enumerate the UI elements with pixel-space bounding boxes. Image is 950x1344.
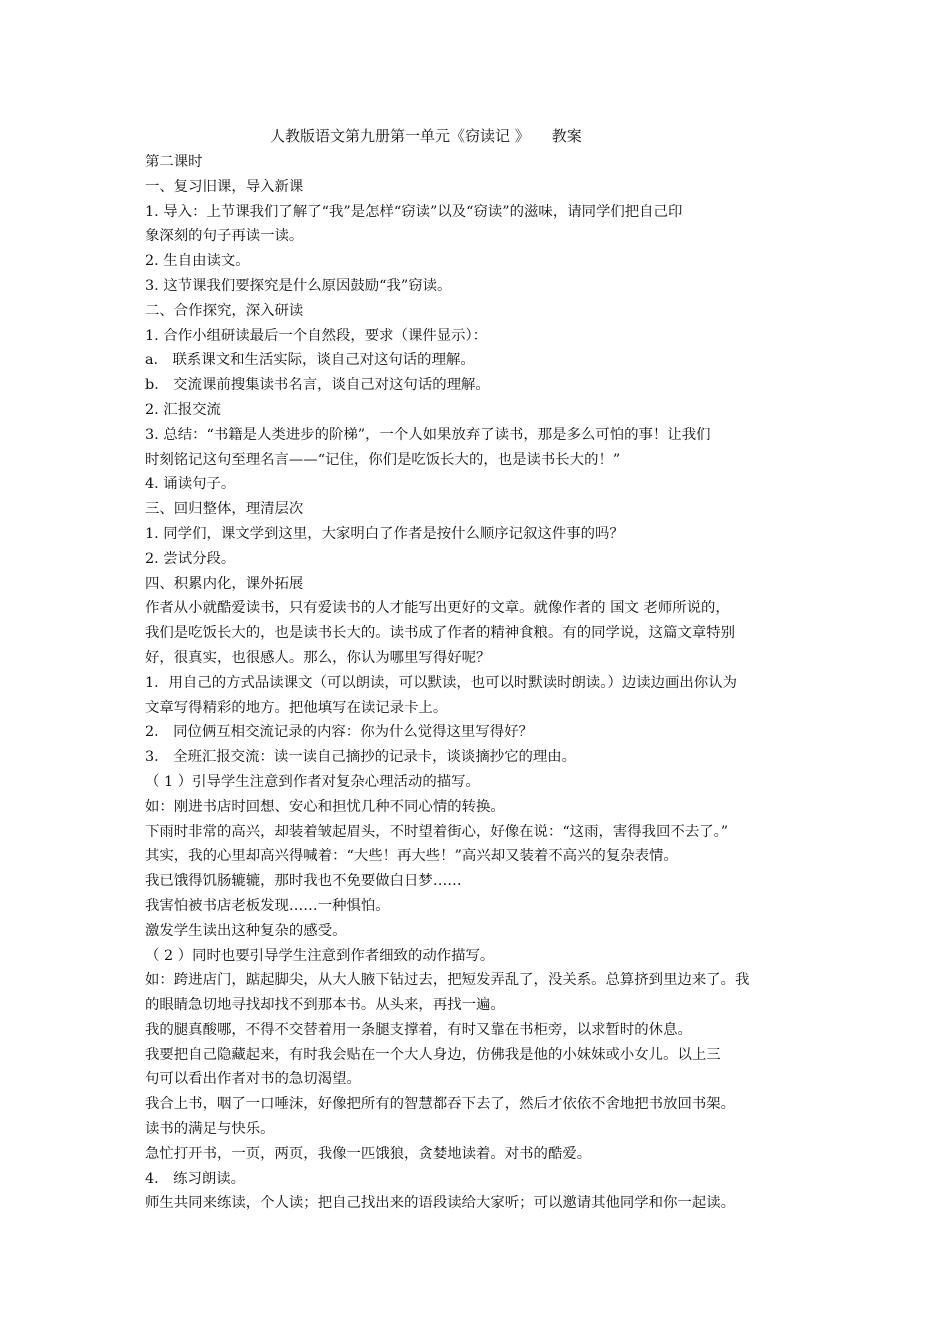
paragraph-line: 1. 合作小组研读最后一个自然段，要求（课件显示）： xyxy=(145,327,488,344)
paragraph-line: 我的腿真酸哪，不得不交替着用一条腿支撑着，有时又靠在书柜旁，以求暂时的休息。 xyxy=(145,1021,692,1038)
document-title xyxy=(270,126,690,146)
paragraph-line: 我要把自己隐藏起来，有时我会贴在一个大人身边，仿佛我是他的小妹妹或小女儿。以上三 xyxy=(145,1046,721,1063)
paragraph-line: 我已饿得饥肠辘辘，那时我也不免要做白日梦…… xyxy=(145,873,462,890)
paragraph-line: 其实，我的心里却高兴得喊着：“大些！再大些！”高兴却又装着不高兴的复杂表情。 xyxy=(145,848,678,865)
section-heading: 一、复习旧课，导入新课 xyxy=(145,178,304,195)
paragraph-line: 2. 尝试分段。 xyxy=(145,550,236,567)
paragraph-line: 激发学生读出这种复杂的感受。 xyxy=(145,922,347,939)
paragraph-line: 象深刻的句子再读一读。 xyxy=(145,228,304,245)
paragraph-line: 3. 总结：“书籍是人类进步的阶梯”，一个人如果放弃了读书，那是多么可怕的事！让我们 xyxy=(145,426,711,443)
paragraph-line: 4. 诵读句子。 xyxy=(145,476,236,493)
paragraph-line: （ 2 ）同时也要引导学生注意到作者细致的动作描写。 xyxy=(145,947,495,964)
document-body xyxy=(145,150,810,1216)
paragraph-line: 4． 练习朗读。 xyxy=(145,1170,246,1187)
section-heading: 第二课时 xyxy=(145,154,203,170)
paragraph-line: 好，很真实，也很感人。那么，你认为哪里写得好呢？ xyxy=(145,649,491,666)
title-suffix: 教案 xyxy=(551,127,582,145)
paragraph-line: 1．用自己的方式品读课文（可以朗读，可以默读，也可以时默读时朗读。）边读边画出你认为 xyxy=(145,674,737,691)
paragraph-line: 的眼睛急切地寻找却找不到那本书。从头来，再找一遍。 xyxy=(145,997,505,1014)
paragraph-line: 如：刚进书店时回想、安心和担忧几种不同心情的转换。 xyxy=(145,798,505,815)
paragraph-line: 我们是吃饭长大的，也是读书长大的。读书成了作者的精神食粮。有的同学说，这篇文章特别 xyxy=(145,625,736,642)
title-text: 人教版语文第九册第一单元《窃读记 》 xyxy=(270,127,530,145)
paragraph-line: 2． 同位俩互相交流记录的内容：你为什么觉得这里写得好？ xyxy=(145,724,533,741)
section-heading: 三、回归整体，理清层次 xyxy=(145,501,304,518)
paragraph-line: 急忙打开书，一页，两页，我像一匹饿狼，贪婪地读着。对书的酷爱。 xyxy=(145,1145,592,1162)
paragraph-line: 下雨时非常的高兴，却装着皱起眉头，不时望着街心，好像在说：“这雨，害得我回不去了。” xyxy=(145,823,729,840)
paragraph-line: 1. 导入：上节课我们了解了“我”是怎样“窃读”以及“窃读”的滋味，请同学们把自己印 xyxy=(145,203,683,220)
paragraph-line: a． 联系课文和生活实际，谈自己对这句话的理解。 xyxy=(145,352,475,369)
paragraph-line: 如：跨进店门，踮起脚尖，从大人腋下钻过去，把短发弄乱了，没关系。总算挤到里边来了。我 xyxy=(145,972,750,989)
paragraph-line: 师生共同来练读，个人读；把自己找出来的语段读给大家听；可以邀请其他同学和你一起读。 xyxy=(145,1195,736,1212)
section-heading: 四、积累内化，课外拓展 xyxy=(145,575,304,592)
paragraph-line: 我合上书，咽了一口唾沫，好像把所有的智慧都吞下去了，然后才依依不舍地把书放回书架。 xyxy=(145,1096,736,1113)
paragraph-line: 作者从小就酷爱读书，只有爱读书的人才能写出更好的文章。就像作者的 国文 老师所说的， xyxy=(145,600,730,617)
paragraph-line: 2. 生自由读文。 xyxy=(145,253,250,270)
paragraph-line: 2. 汇报交流 xyxy=(145,401,221,418)
paragraph-line: b． 交流课前搜集读书名言，谈自己对这句话的理解。 xyxy=(145,377,490,394)
paragraph-line: 3. 这节课我们要探究是什么原因鼓励“我”窃读。 xyxy=(145,277,452,294)
paragraph-line: （ 1 ）引导学生注意到作者对复杂心理活动的描写。 xyxy=(145,773,480,790)
paragraph-line: 时刻铭记这句至理名言——“记住，你们是吃饭长大的，也是读书长大的！” xyxy=(145,451,621,468)
paragraph-line: 文章写得精彩的地方。把他填写在读记录卡上。 xyxy=(145,699,448,716)
paragraph-line: 句可以看出作者对书的急切渴望。 xyxy=(145,1071,361,1088)
paragraph-line: 我害怕被书店老板发现……一种惧怕。 xyxy=(145,897,390,914)
section-heading: 二、合作探究，深入研读 xyxy=(145,302,304,319)
paragraph-line: 读书的满足与快乐。 xyxy=(145,1121,275,1138)
paragraph-line: 1. 同学们，课文学到这里，大家明白了作者是按什么顺序记叙这件事的吗？ xyxy=(145,525,624,542)
paragraph-line: 3． 全班汇报交流：读一读自己摘抄的记录卡，谈谈摘抄它的理由。 xyxy=(145,749,577,766)
